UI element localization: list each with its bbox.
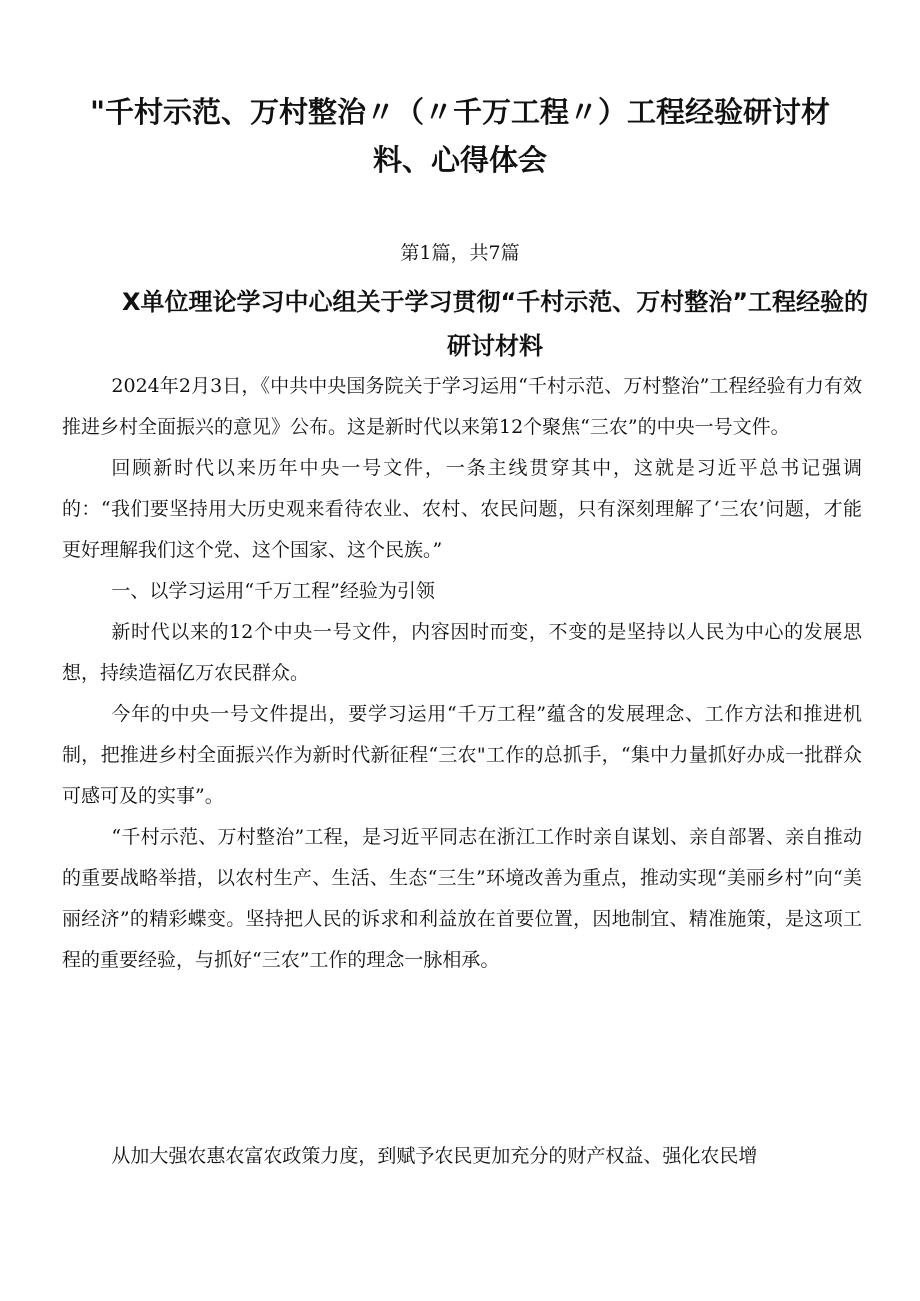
section-subtitle: X单位理论学习中心组关于学习贯彻“千村示范、万村整治”工程经验的研讨材料 (121, 288, 869, 360)
part-indicator: 第1篇，共7篇 (400, 242, 520, 264)
paragraph: “千村示范、万村整治”工程，是习近平同志在浙江工作时亲自谋划、亲自部署、亲自推动的重要战略举措，以农村生产、生活、生态“三生”环境改善为重点，推动实现“美丽乡村”向“美丽经济”的精彩蝶变。坚持把人民的诉求和利益放在首要位置，因地制宜、精准施策，是这项工程的重要经验，与抓好“三农”工作的理念一脉相承。 (62, 826, 862, 971)
paragraph: 今年的中央一号文件提出，要学习运用“千万工程”蕴含的发展理念、工作方法和推进机制，把推进乡村全面振兴作为新时代新征程“三农"工作的总抓手，“集中力量抓好办成一批群众可感可及的实事”。 (62, 703, 862, 807)
section-heading: 一、以学习运用“千万工程”经验为引领 (111, 580, 435, 602)
paragraph-truncated: 从加大强农惠农富农政策力度，到赋予农民更加充分的财产权益、强化农民增 (111, 1145, 758, 1167)
document-body (62, 366, 862, 981)
document-title: "千村示范、万村整治〃（〃千万工程〃）工程经验研讨材料、心得体会 (89, 95, 831, 177)
paragraph: 新时代以来的12个中央一号文件，内容因时而变，不变的是坚持以人民为中心的发展思想，持续造福亿万农民群众。 (62, 621, 862, 684)
paragraph: 回顾新时代以来历年中央一号文件，一条主线贯穿其中，这就是习近平总书记强调的：“我们要坚持用大历史观来看待农业、农村、农民问题，只有深刻理解了‘三农’问题，才能更好理解我们这个党、这个国家、这个民族。” (62, 457, 862, 561)
paragraph: 2024年2月3日，《中共中央国务院关于学习运用“千村示范、万村整治”工程经验有力有效推进乡村全面振兴的意见》公布。这是新时代以来第12个聚焦“三农”的中央一号文件。 (62, 375, 862, 438)
